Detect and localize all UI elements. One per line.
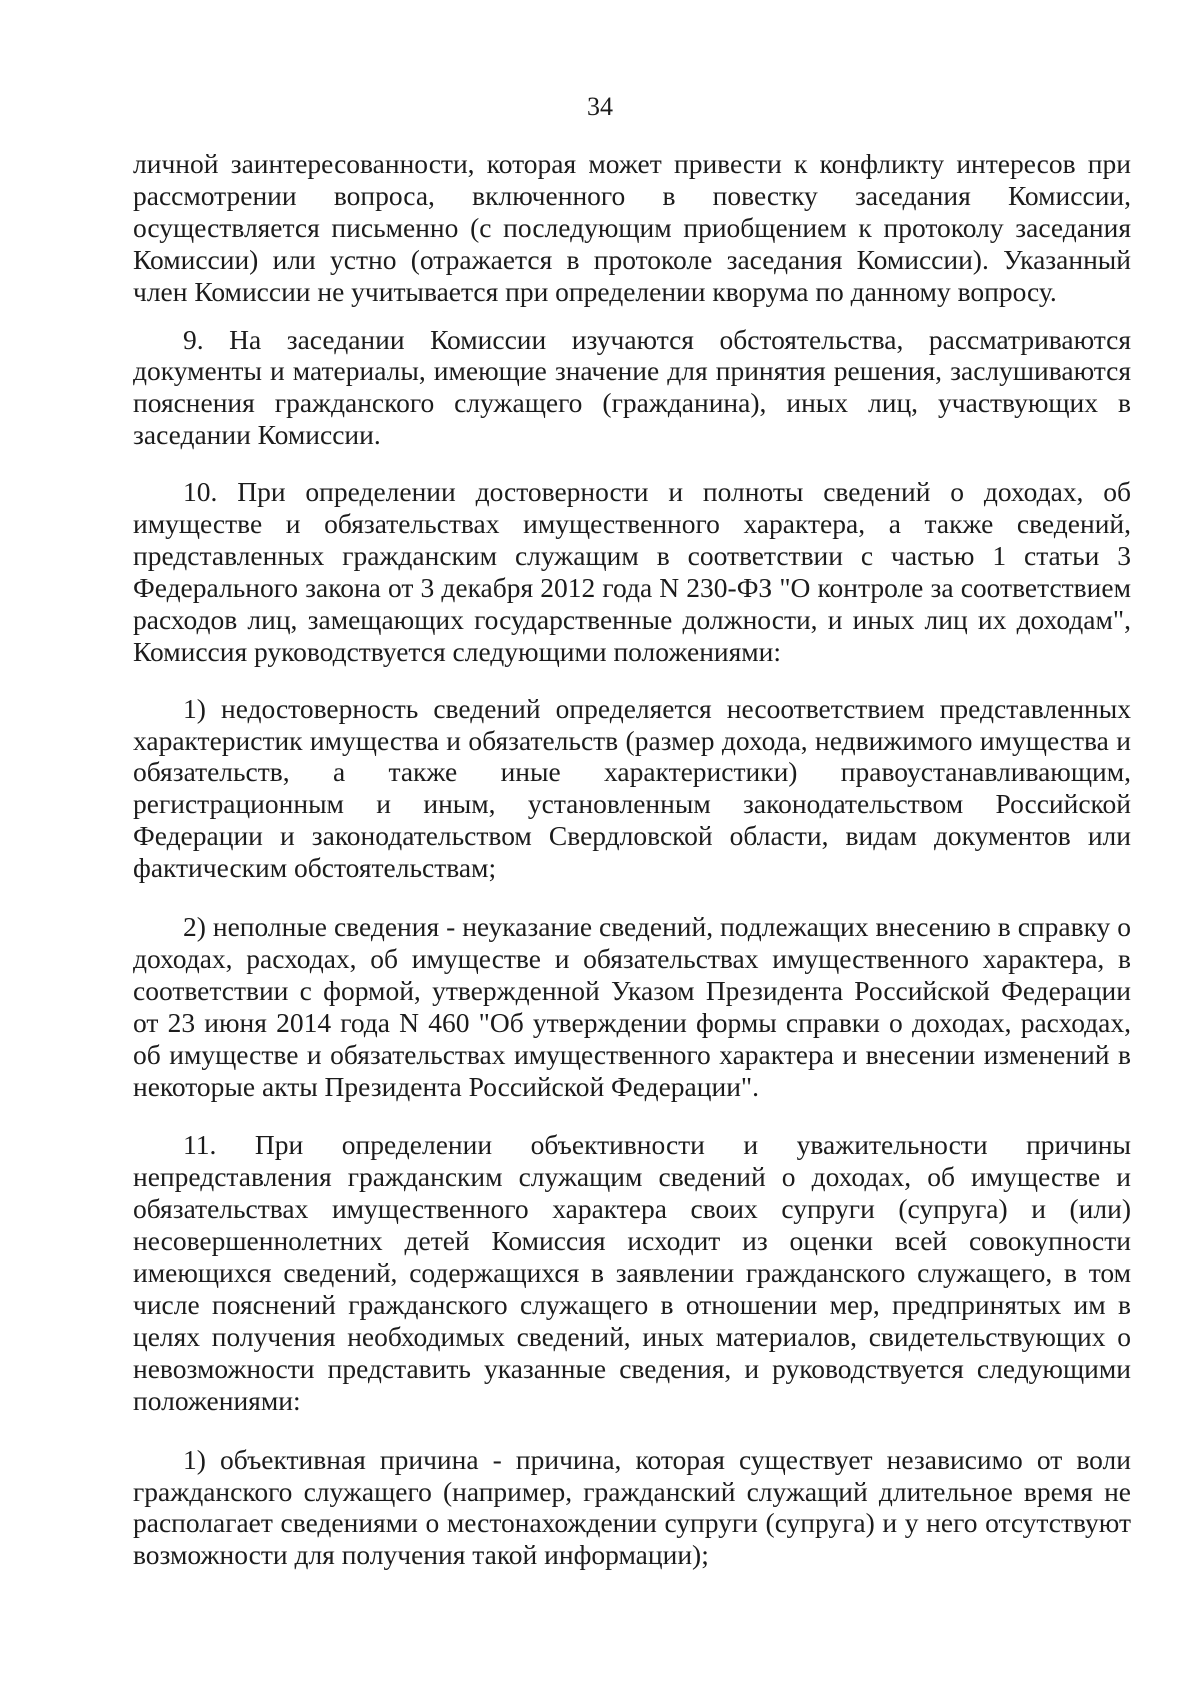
paragraph-11: 11. При определении объективности и уважительности причины непредставления гражданским служащим сведений о доходах, об имуществе и обязательствах имущественного характера своих супруги (супруга) и (или) несовершеннолетних детей Комиссия исходит из оценки всей совокупности имеющихся сведений, содержащихся в заявлении гражданского служащего, в том числе пояснений гражданского служащего в отношении мер, предпринятых им в целях получения необходимых сведений, иных материалов, свидетельствующих о невозможности представить указанные сведения, и руководствуется следующими положениями: (133, 1129, 1131, 1416)
paragraph-10-item-1: 1) недостоверность сведений определяется несоответствием представленных характеристик имущества и обязательств (размер дохода, недвижимого имущества и обязательств, а также иные характеристики) правоустанавливающим, регистрационным и иным, установленным законодательством Российской Федерации и законодательством Свердловской области, видам документов или фактическим обстоятельствам; (133, 692, 1131, 884)
paragraph-10-item-2: 2) неполные сведения - неуказание сведений, подлежащих внесению в справку о доходах, расходах, об имуществе и обязательствах имущественного характера, в соответствии с формой, утвержденной Указом Президента Российской Федерации от 23 июня 2014 года N 460 "Об утверждении формы справки о доходах, расходах, об имуществе и обязательствах имущественного характера и внесении изменений в некоторые акты Президента Российской Федерации". (133, 911, 1131, 1102)
page-number: 34 (587, 92, 613, 121)
paragraph-10: 10. При определении достоверности и полноты сведений о доходах, об имуществе и обязательствах имущественного характера, а также сведений, представленных гражданским служащим в соответствии с частью 1 статьи 3 Федерального закона от 3 декабря 2012 года N 230-ФЗ "О контроле за соответствием расходов лиц, замещающих государственные должности, и иных лиц их доходам", Комиссия руководствуется следующими положениями: (133, 476, 1131, 667)
document-body (133, 148, 1131, 1571)
paragraph-9: 9. На заседании Комиссии изучаются обстоятельства, рассматриваются документы и материалы, имеющие значение для принятия решения, заслушиваются пояснения гражданского служащего (гражданина), иных лиц, участвующих в заседании Комиссии. (133, 323, 1131, 451)
paragraph-continuation: личной заинтересованности, которая может привести к конфликту интересов при рассмотрении вопроса, включенного в повестку заседания Комиссии, осуществляется письменно (с последующим приобщением к протоколу заседания Комиссии) или устно (отражается в протоколе заседания Комиссии). Указанный член Комиссии не учитывается при определении кворума по данному вопросу. (133, 148, 1131, 307)
paragraph-11-item-1: 1) объективная причина - причина, которая существует независимо от воли гражданского служащего (например, гражданский служащий длительное время не располагает сведениями о местонахождении супруги (супруга) и у него отсутствуют возможности для получения такой информации); (133, 1443, 1131, 1571)
